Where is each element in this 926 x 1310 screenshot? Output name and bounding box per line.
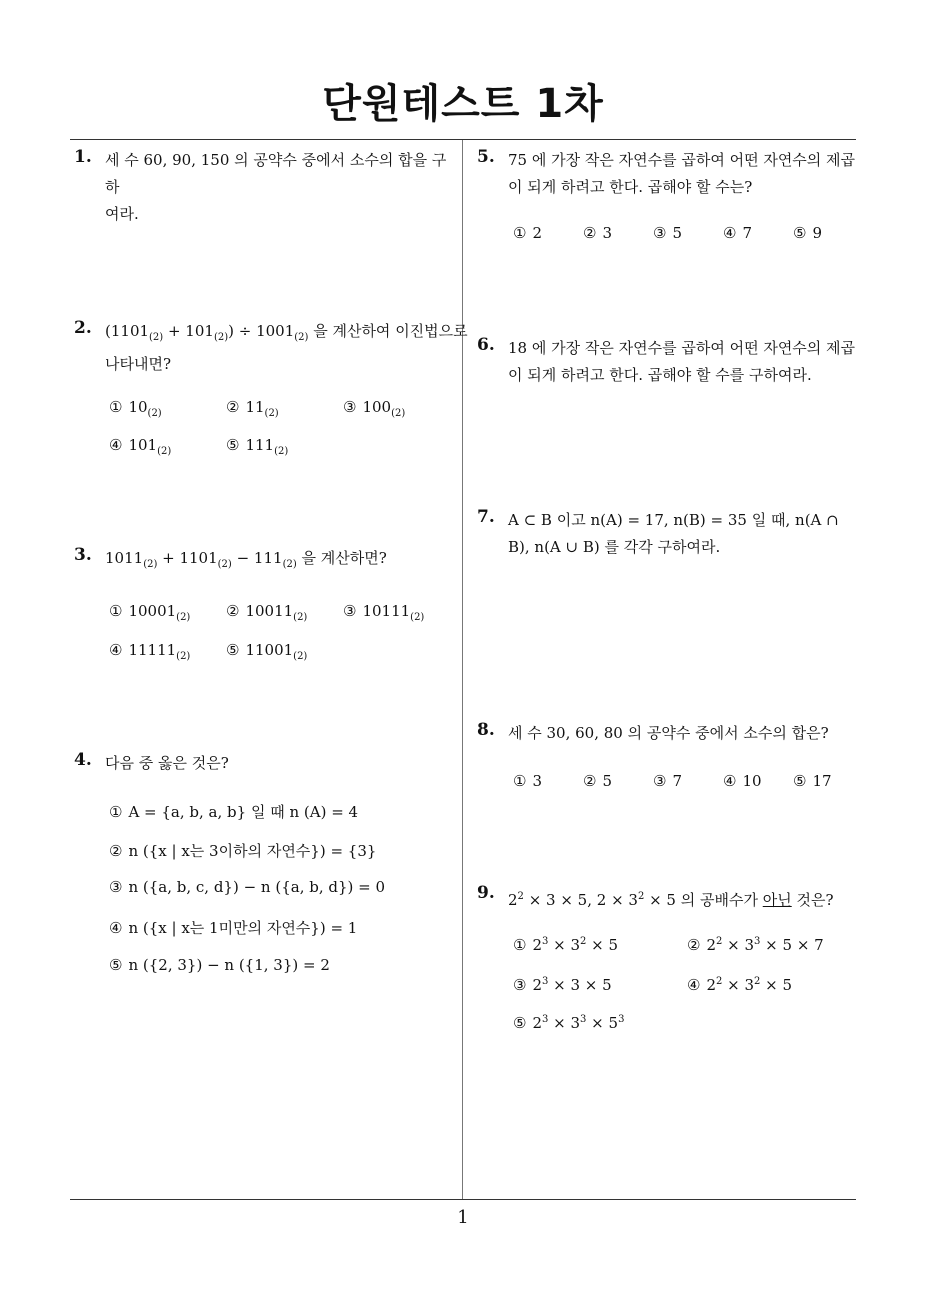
question-text bbox=[508, 335, 855, 389]
bottom-rule bbox=[70, 1199, 856, 1200]
choice-5[interactable]: ⑤ $111_{(2)}$ bbox=[226, 436, 289, 457]
choice-1[interactable]: ① $10_{(2)}$ bbox=[109, 398, 162, 419]
choice-4[interactable]: ④ $11111_{(2)}$ bbox=[109, 641, 191, 662]
base-subscript: (2) bbox=[143, 559, 158, 570]
page-title: 단원테스트 1차 bbox=[322, 81, 604, 127]
question-text-line: 18 에 가장 작은 자연수를 곱하여 어떤 자연수의 제곱 bbox=[508, 339, 856, 357]
choice-2[interactable]: ② $11_{(2)}$ bbox=[226, 398, 279, 419]
base-subscript: (2) bbox=[282, 559, 297, 570]
question-text-line: 75 에 가장 작은 자연수를 곱하여 어떤 자연수의 제곱 bbox=[508, 151, 856, 169]
question-text-line: 세 수 30, 60, 80 의 공약수 중에서 소수의 합은? bbox=[508, 724, 829, 742]
question-number: 7. bbox=[477, 507, 495, 527]
expr-part: 1011 bbox=[105, 549, 144, 567]
question-text-line: B), n(A ∪ B) 를 각각 구하여라. bbox=[508, 538, 721, 556]
choice-4[interactable]: ④ $2^2 \times 3^2 \times 5$ bbox=[687, 976, 793, 994]
column-divider bbox=[462, 140, 463, 1199]
question-text-line bbox=[105, 318, 468, 351]
question-text-line: $2^2 \times 3 \times 5$, $2 \times 3^2 \times 5$ 의 공배수가 아닌 것은? bbox=[508, 891, 834, 909]
choice-2[interactable]: ② 5 bbox=[583, 772, 612, 790]
choice-3[interactable]: ③ 5 bbox=[653, 224, 682, 242]
base-subscript: (2) bbox=[213, 332, 229, 343]
choice-5[interactable]: ⑤ $2^3 \times 3^3 \times 5^3$ bbox=[513, 1014, 625, 1032]
question-text bbox=[508, 720, 829, 747]
question-text bbox=[105, 147, 459, 228]
question-text-line: 이 되게 하려고 한다. 곱해야 할 수를 구하여라. bbox=[508, 366, 812, 384]
top-rule bbox=[70, 139, 856, 140]
emphasis-underline: 아닌 bbox=[762, 891, 792, 909]
choice-1[interactable]: ① $10001_{(2)}$ bbox=[109, 602, 191, 623]
page-number: 1 bbox=[457, 1207, 469, 1228]
choice-3[interactable]: ③ $100_{(2)}$ bbox=[343, 398, 406, 419]
question-text-line bbox=[105, 545, 387, 578]
question-text bbox=[105, 750, 229, 777]
choice-2[interactable]: ② $2^2 \times 3^3 \times 5 \times 7$ bbox=[687, 936, 824, 954]
question-text-line: A ⊂ B 이고 n(A) = 17, n(B) = 35 일 때, n(A ∩ bbox=[508, 511, 839, 529]
question-text-line: 세 수 60, 90, 150 의 공약수 중에서 소수의 합을 구하 bbox=[105, 151, 447, 196]
base-subscript: (2) bbox=[294, 332, 309, 343]
question-number: 5. bbox=[477, 147, 495, 167]
question-number: 2. bbox=[74, 318, 92, 338]
question-text-line: 나타내면? bbox=[105, 355, 172, 373]
question-number: 6. bbox=[477, 335, 495, 355]
question-text bbox=[508, 883, 834, 914]
choice-4[interactable]: ④ $101_{(2)}$ bbox=[109, 436, 172, 457]
base-subscript: (2) bbox=[149, 332, 164, 343]
expr-part: ) ÷ 1001 bbox=[228, 322, 295, 340]
choice-1[interactable]: ① 3 bbox=[513, 772, 542, 790]
question-number: 9. bbox=[477, 883, 495, 903]
choice-3[interactable]: ③ 7 bbox=[653, 772, 682, 790]
choice-1[interactable]: ① 2 bbox=[513, 224, 542, 242]
choice-5[interactable]: ⑤ 9 bbox=[793, 224, 822, 242]
choice-1[interactable]: ① $2^3 \times 3^2 \times 5$ bbox=[513, 936, 619, 954]
choice-3[interactable]: ③ $2^3 \times 3 \times 5$ bbox=[513, 976, 612, 994]
question-text bbox=[508, 507, 839, 561]
expr-part: + 101 bbox=[163, 322, 214, 340]
choice-4[interactable]: ④ 7 bbox=[723, 224, 752, 242]
choice-2[interactable]: ② $10011_{(2)}$ bbox=[226, 602, 308, 623]
expr-part: 을 계산하면? bbox=[296, 549, 387, 567]
choice-3[interactable]: ③ n ({a, b, c, d}) − n ({a, b, d}) = 0 bbox=[109, 878, 386, 896]
choice-1[interactable]: ① A = {a, b, a, b} 일 때 n (A) = 4 bbox=[109, 803, 359, 821]
question-text bbox=[105, 545, 387, 578]
expr-part: 을 계산하여 이진법으로 bbox=[308, 322, 468, 340]
base-subscript: (2) bbox=[217, 559, 232, 570]
question-text-line: 이 되게 하려고 한다. 곱해야 할 수는? bbox=[508, 178, 753, 196]
question-number: 3. bbox=[74, 545, 92, 565]
question-text-line: 여라. bbox=[105, 205, 139, 223]
choice-5[interactable]: ⑤ n ({2, 3}) − n ({1, 3}) = 2 bbox=[109, 956, 330, 974]
expr-part: (1101 bbox=[105, 322, 150, 340]
question-number: 8. bbox=[477, 720, 495, 740]
question-number: 1. bbox=[74, 147, 92, 167]
choice-2[interactable]: ② 3 bbox=[583, 224, 612, 242]
question-text-line: 다음 중 옳은 것은? bbox=[105, 754, 229, 772]
choice-4[interactable]: ④ 10 bbox=[723, 772, 762, 790]
choice-5[interactable]: ⑤ $11001_{(2)}$ bbox=[226, 641, 308, 662]
expr-part: + 1101 bbox=[157, 549, 218, 567]
choice-4[interactable]: ④ n ({x | x는 1미만의 자연수}) = 1 bbox=[109, 919, 358, 937]
question-number: 4. bbox=[74, 750, 92, 770]
expr-part: − 111 bbox=[231, 549, 283, 567]
choice-3[interactable]: ③ $10111_{(2)}$ bbox=[343, 602, 425, 623]
question-text bbox=[508, 147, 855, 201]
choice-2[interactable]: ② n ({x | x는 3이하의 자연수}) = {3} bbox=[109, 842, 377, 860]
choice-5[interactable]: ⑤ 17 bbox=[793, 772, 832, 790]
question-text bbox=[105, 318, 468, 378]
